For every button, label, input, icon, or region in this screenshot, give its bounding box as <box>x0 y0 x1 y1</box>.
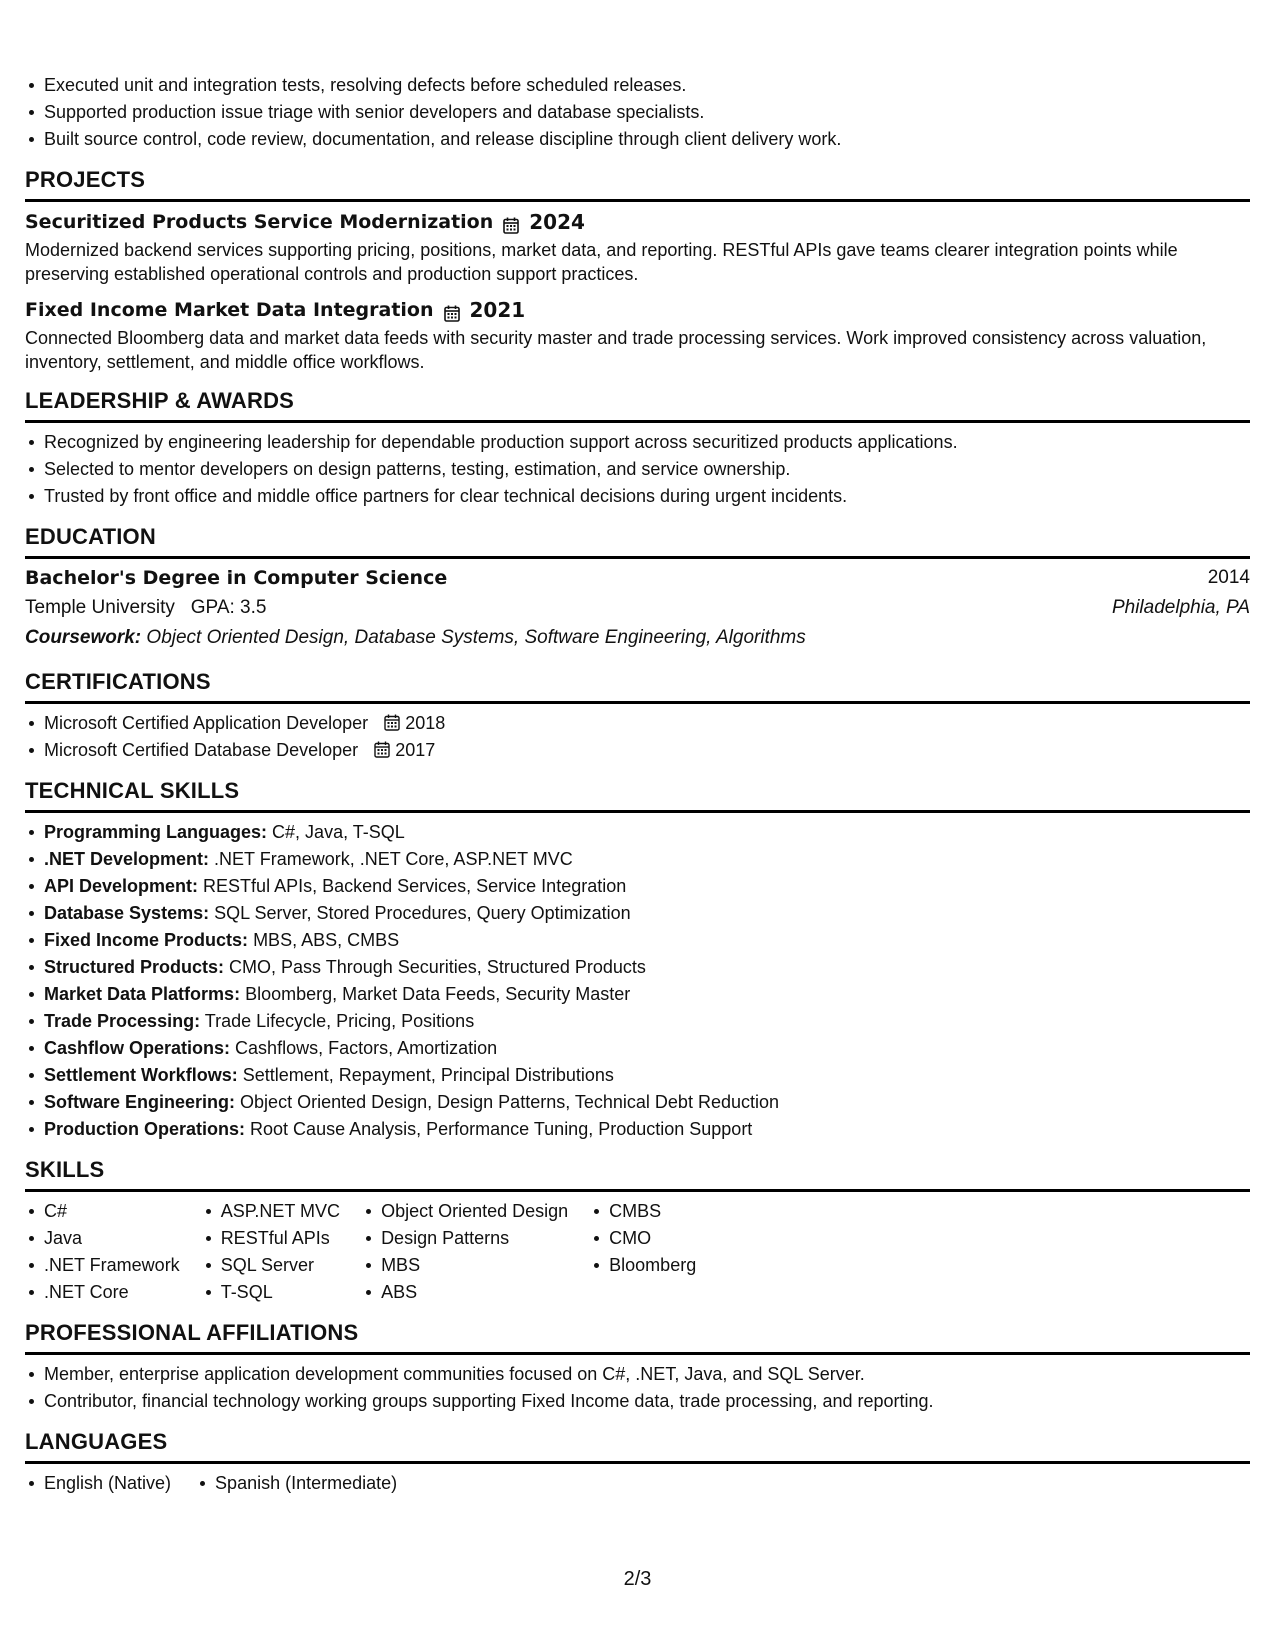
list-item: Object Oriented Design <box>381 1198 568 1225</box>
list-item: Bloomberg <box>609 1252 696 1279</box>
section-title-affiliations: PROFESSIONAL AFFILIATIONS <box>25 1320 1250 1355</box>
list-item: Member, enterprise application development communities focused on C#, .NET, Java, and SQL Server. <box>44 1361 1250 1388</box>
list-item: MBS <box>381 1252 568 1279</box>
section-title-certifications: CERTIFICATIONS <box>25 669 1250 704</box>
skill-category: Trade Processing: <box>44 1011 201 1031</box>
skill-values: MBS, ABS, CMBS <box>253 930 400 950</box>
coursework-label: Coursework: <box>25 627 142 648</box>
skill-category: .NET Development: <box>44 849 210 869</box>
list-item <box>44 873 1250 900</box>
affiliations-section <box>25 1355 1250 1415</box>
project-description: Modernized backend services supporting pricing, positions, market data, and reporting. RESTful APIs gave teams clearer integration points while preserving established operational controls and production support practices. <box>25 240 1178 284</box>
list-item: ABS <box>381 1279 568 1306</box>
list-item <box>44 1062 1250 1089</box>
project-description: Connected Bloomberg data and market data feeds with security master and trade processing services. Work improved consistency across valuation, inventory, settlement, and middle office workflows. <box>25 328 1207 372</box>
skill-values: C#, Java, T-SQL <box>272 822 405 842</box>
calendar-icon <box>503 214 519 231</box>
skill-category: Database Systems: <box>44 903 210 923</box>
list-item: Supported production issue triage with senior developers and database specialists. <box>44 99 1250 126</box>
skill-category: Software Engineering: <box>44 1092 236 1112</box>
skill-values: Trade Lifecycle, Pricing, Positions <box>204 1011 475 1031</box>
list-item <box>44 981 1250 1008</box>
list-item: Built source control, code review, documentation, and release discipline through client delivery work. <box>44 126 1250 153</box>
list-item: C# <box>44 1198 180 1225</box>
list-item: .NET Framework <box>44 1252 180 1279</box>
school-location: Philadelphia, PA <box>1111 597 1250 618</box>
project-year: 2021 <box>469 298 526 322</box>
list-item <box>44 927 1250 954</box>
calendar-icon <box>374 739 390 756</box>
list-item <box>44 900 1250 927</box>
project-header <box>25 208 1250 236</box>
list-item: RESTful APIs <box>221 1225 340 1252</box>
list-item: Recognized by engineering leadership for dependable production support across securitized products applications. <box>44 429 1250 456</box>
list-item: Selected to mentor developers on design patterns, testing, estimation, and service ownership. <box>44 456 1250 483</box>
section-title-education: EDUCATION <box>25 524 1250 559</box>
skill-values: CMO, Pass Through Securities, Structured Products <box>229 957 646 977</box>
list-item: .NET Core <box>44 1279 180 1306</box>
page-number: 2/3 <box>623 1568 652 1590</box>
list-item <box>44 1035 1250 1062</box>
coursework-list: Object Oriented Design, Database Systems, Software Engineering, Algorithms <box>146 627 806 648</box>
list-item: English (Native) <box>44 1470 171 1497</box>
skills-column <box>362 1198 568 1306</box>
certification-name: Microsoft Certified Application Developer <box>44 713 369 733</box>
list-item <box>44 1089 1250 1116</box>
project-name: Fixed Income Market Data Integration <box>25 299 434 321</box>
skill-values: RESTful APIs, Backend Services, Service Integration <box>203 876 627 896</box>
skill-category: Production Operations: <box>44 1119 246 1139</box>
experience-bullets <box>25 72 1250 153</box>
certification-year: 2017 <box>395 740 436 760</box>
section-title-technical-skills: TECHNICAL SKILLS <box>25 778 1250 813</box>
skills-section <box>25 1192 1250 1306</box>
skill-values: Settlement, Repayment, Principal Distributions <box>242 1065 614 1085</box>
school-name: Temple University <box>25 597 175 618</box>
skill-category: API Development: <box>44 876 199 896</box>
section-title-projects: PROJECTS <box>25 167 1250 202</box>
section-title-skills: SKILLS <box>25 1157 1250 1192</box>
technical-skills-section <box>25 813 1250 1143</box>
list-item <box>44 737 1250 764</box>
skills-column <box>590 1198 696 1306</box>
calendar-icon <box>384 712 400 729</box>
skill-values: .NET Framework, .NET Core, ASP.NET MVC <box>214 849 573 869</box>
gpa: GPA: 3.5 <box>190 597 267 618</box>
project-name: Securitized Products Service Modernization <box>25 211 494 233</box>
list-item: Design Patterns <box>381 1225 568 1252</box>
certification-year: 2018 <box>405 713 446 733</box>
calendar-icon <box>444 302 460 319</box>
skill-category: Structured Products: <box>44 957 225 977</box>
section-title-leadership: LEADERSHIP & AWARDS <box>25 388 1250 423</box>
list-item <box>44 710 1250 737</box>
skill-values: Cashflows, Factors, Amortization <box>235 1038 498 1058</box>
list-item: ASP.NET MVC <box>221 1198 340 1225</box>
list-item: Java <box>44 1225 180 1252</box>
skills-column <box>25 1198 180 1306</box>
list-item <box>44 846 1250 873</box>
skill-category: Settlement Workflows: <box>44 1065 238 1085</box>
skill-category: Programming Languages: <box>44 822 268 842</box>
skill-category: Fixed Income Products: <box>44 930 249 950</box>
languages-section <box>25 1464 1250 1497</box>
graduation-year: 2014 <box>1207 567 1250 588</box>
certification-name: Microsoft Certified Database Developer <box>44 740 359 760</box>
skill-values: Root Cause Analysis, Performance Tuning, Production Support <box>250 1119 753 1139</box>
list-item: SQL Server <box>221 1252 340 1279</box>
projects-section <box>25 202 1250 374</box>
resume-page <box>25 72 1250 1497</box>
skill-category: Cashflow Operations: <box>44 1038 231 1058</box>
list-item: Executed unit and integration tests, resolving defects before scheduled releases. <box>44 72 1250 99</box>
degree-title: Bachelor's Degree in Computer Science <box>25 567 448 589</box>
skills-column <box>202 1198 340 1306</box>
skill-category: Market Data Platforms: <box>44 984 241 1004</box>
school-info <box>25 593 266 623</box>
list-item: CMBS <box>609 1198 696 1225</box>
skill-values: Object Oriented Design, Design Patterns, Technical Debt Reduction <box>240 1092 780 1112</box>
list-item: Contributor, financial technology working groups supporting Fixed Income data, trade processing, and reporting. <box>44 1388 1250 1415</box>
certifications-section <box>25 704 1250 764</box>
list-item: T-SQL <box>221 1279 340 1306</box>
project-header <box>25 296 1250 324</box>
project-year: 2024 <box>529 210 585 234</box>
list-item <box>44 954 1250 981</box>
coursework <box>25 623 1250 653</box>
list-item: CMO <box>609 1225 696 1252</box>
list-item <box>44 1008 1250 1035</box>
section-title-languages: LANGUAGES <box>25 1429 1250 1464</box>
list-item <box>44 1116 1250 1143</box>
skill-values: Bloomberg, Market Data Feeds, Security Master <box>245 984 631 1004</box>
list-item: Trusted by front office and middle office partners for clear technical decisions during urgent incidents. <box>44 483 1250 510</box>
list-item <box>44 819 1250 846</box>
list-item: Spanish (Intermediate) <box>215 1470 397 1497</box>
leadership-section <box>25 423 1250 510</box>
skill-values: SQL Server, Stored Procedures, Query Optimization <box>214 903 631 923</box>
education-section <box>25 559 1250 653</box>
